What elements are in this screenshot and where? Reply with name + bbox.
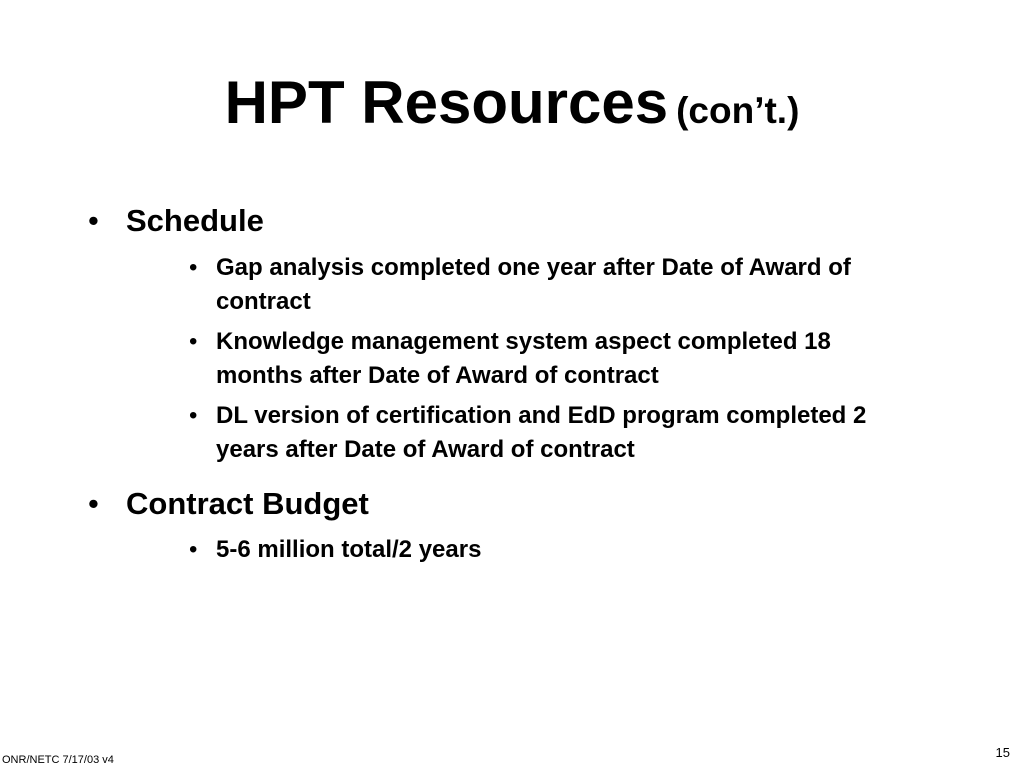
- bullet-icon: •: [189, 328, 198, 355]
- bullet-icon: •: [88, 486, 99, 521]
- section-heading-contract-budget: [88, 486, 369, 522]
- section-heading-label: Schedule: [126, 203, 264, 238]
- list-item: [189, 325, 916, 393]
- footer-label: ONR/NETC 7/17/03 v4: [2, 754, 114, 766]
- section-heading-schedule: [88, 203, 264, 239]
- slide-title: [0, 68, 1024, 137]
- bullet-icon: •: [189, 254, 198, 281]
- bullet-icon: •: [88, 203, 99, 238]
- slide-title-subtitle: (con’t.): [676, 90, 800, 131]
- list-item-text: DL version of certification and EdD program completed 2 years after Date of Award of contract: [216, 402, 867, 463]
- list-item: [189, 533, 916, 567]
- bullet-icon: •: [189, 402, 198, 429]
- list-item-text: Gap analysis completed one year after Date of Award of contract: [216, 254, 851, 315]
- page-number: 15: [995, 745, 1010, 760]
- section-heading-label: Contract Budget: [126, 486, 369, 521]
- list-item: [189, 399, 906, 467]
- slide-title-main: HPT Resources: [224, 69, 669, 136]
- list-item: [189, 251, 946, 319]
- list-item-text: Knowledge management system aspect completed 18 months after Date of Award of contract: [216, 328, 831, 389]
- list-item-text: 5-6 million total/2 years: [216, 536, 482, 563]
- bullet-icon: •: [189, 536, 198, 563]
